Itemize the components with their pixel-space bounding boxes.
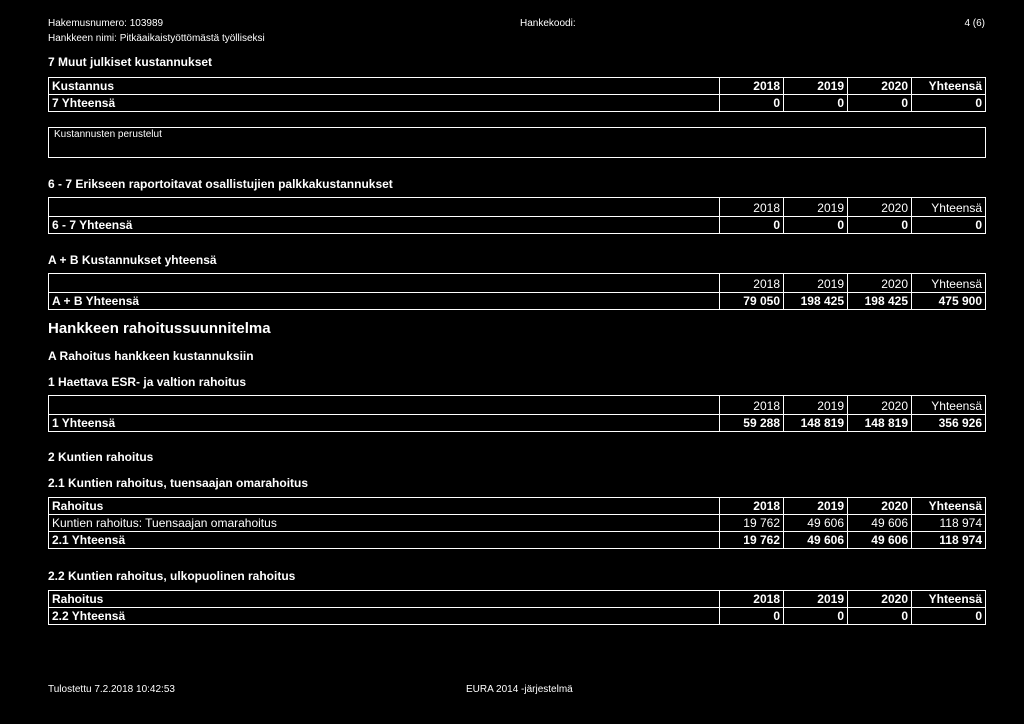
header-cell: Rahoitus (49, 591, 720, 608)
table-header-row (49, 396, 986, 415)
section-1-title: 1 Haettava ESR- ja valtion rahoitus (48, 375, 247, 389)
header-cell (49, 198, 720, 217)
total-cell: 0 (912, 217, 986, 234)
header-cell: 2019 (784, 198, 848, 217)
total-cell: 49 606 (784, 532, 848, 549)
total-cell: 0 (848, 217, 912, 234)
row-cell: 49 606 (784, 515, 848, 532)
printed-timestamp: Tulostettu 7.2.2018 10:42:53 (48, 684, 175, 695)
table-header-row (49, 198, 986, 217)
total-cell: 79 050 (720, 293, 784, 310)
total-cell: 0 (848, 95, 912, 112)
total-cell: 0 (720, 95, 784, 112)
header-cell: 2019 (784, 591, 848, 608)
row-label: Kuntien rahoitus: Tuensaajan omarahoitus (49, 515, 720, 532)
total-label: 1 Yhteensä (49, 415, 720, 432)
header-cell: 2020 (848, 498, 912, 515)
total-label: 2.2 Yhteensä (49, 608, 720, 625)
total-cell: 198 425 (848, 293, 912, 310)
justification-box (48, 127, 986, 158)
total-cell: 148 819 (784, 415, 848, 432)
total-label: 6 - 7 Yhteensä (49, 217, 720, 234)
header-cell: Yhteensä (912, 498, 986, 515)
section-6-7-table (48, 197, 986, 234)
total-cell: 0 (912, 95, 986, 112)
section-2-1-title: 2.1 Kuntien rahoitus, tuensaajan omarahoitus (48, 476, 309, 490)
project-code: Hankekoodi: (520, 18, 576, 29)
header-cell: 2019 (784, 396, 848, 415)
table-header-row (49, 591, 986, 608)
header-cell: Yhteensä (912, 396, 986, 415)
header-cell: 2018 (720, 274, 784, 293)
funding-plan-title: Hankkeen rahoitussuunnitelma (48, 320, 271, 337)
total-cell: 0 (784, 95, 848, 112)
header-cell: Rahoitus (49, 498, 720, 515)
table-total-row (49, 415, 986, 432)
header-cell: Yhteensä (912, 591, 986, 608)
section-2-2-table (48, 590, 986, 625)
total-cell: 49 606 (848, 532, 912, 549)
total-cell: 356 926 (912, 415, 986, 432)
header-cell: 2018 (720, 591, 784, 608)
total-cell: 0 (720, 217, 784, 234)
table-total-row (49, 293, 986, 310)
section-1-table (48, 395, 986, 432)
total-cell: 0 (784, 217, 848, 234)
header-cell (49, 396, 720, 415)
header-cell: Yhteensä (912, 274, 986, 293)
table-header-row (49, 274, 986, 293)
header-cell: 2020 (848, 591, 912, 608)
table-total-row (49, 532, 986, 549)
header-cell: 2018 (720, 198, 784, 217)
header-cell: Yhteensä (912, 78, 986, 95)
total-cell: 118 974 (912, 532, 986, 549)
system-name: EURA 2014 -järjestelmä (466, 684, 573, 695)
header-cell: 2018 (720, 498, 784, 515)
total-cell: 198 425 (784, 293, 848, 310)
section-6-7-title: 6 - 7 Erikseen raportoitavat osallistujien palkkakustannukset (48, 177, 393, 191)
section-7-table (48, 77, 986, 112)
header-cell (49, 274, 720, 293)
header-cell: 2020 (848, 78, 912, 95)
table-total-row (49, 95, 986, 112)
total-cell: 59 288 (720, 415, 784, 432)
header-cell: 2018 (720, 78, 784, 95)
section-2-1-table (48, 497, 986, 549)
header-cell: Kustannus (49, 78, 720, 95)
section-7-title: 7 Muut julkiset kustannukset (48, 55, 213, 69)
total-label: 7 Yhteensä (49, 95, 720, 112)
table-total-row (49, 608, 986, 625)
header-cell: 2018 (720, 396, 784, 415)
total-cell: 475 900 (912, 293, 986, 310)
table-total-row (49, 217, 986, 234)
section-ab-table (48, 273, 986, 310)
total-cell: 0 (720, 608, 784, 625)
section-ab-title: A + B Kustannukset yhteensä (48, 253, 217, 267)
header-cell: Yhteensä (912, 198, 986, 217)
header-cell: 2020 (848, 274, 912, 293)
row-cell: 49 606 (848, 515, 912, 532)
header-cell: 2019 (784, 78, 848, 95)
section-2-title: 2 Kuntien rahoitus (48, 450, 154, 464)
total-cell: 19 762 (720, 532, 784, 549)
section-2-2-title: 2.2 Kuntien rahoitus, ulkopuolinen rahoitus (48, 569, 296, 583)
project-name: Hankkeen nimi: Pitkäaikaistyöttömästä työlliseksi (48, 33, 265, 44)
row-cell: 19 762 (720, 515, 784, 532)
header-cell: 2019 (784, 498, 848, 515)
total-label: A + B Yhteensä (49, 293, 720, 310)
total-cell: 0 (912, 608, 986, 625)
table-header-row (49, 78, 986, 95)
total-cell: 148 819 (848, 415, 912, 432)
application-number: Hakemusnumero: 103989 (48, 18, 164, 29)
total-label: 2.1 Yhteensä (49, 532, 720, 549)
header-cell: 2020 (848, 198, 912, 217)
total-cell: 0 (784, 608, 848, 625)
header-cell: 2019 (784, 274, 848, 293)
row-cell: 118 974 (912, 515, 986, 532)
table-row (49, 515, 986, 532)
total-cell: 0 (848, 608, 912, 625)
page-number: 4 (6) (964, 18, 985, 29)
table-header-row (49, 498, 986, 515)
funding-subtitle: A Rahoitus hankkeen kustannuksiin (48, 349, 254, 363)
header-cell: 2020 (848, 396, 912, 415)
justification-label: Kustannusten perustelut (54, 129, 162, 140)
